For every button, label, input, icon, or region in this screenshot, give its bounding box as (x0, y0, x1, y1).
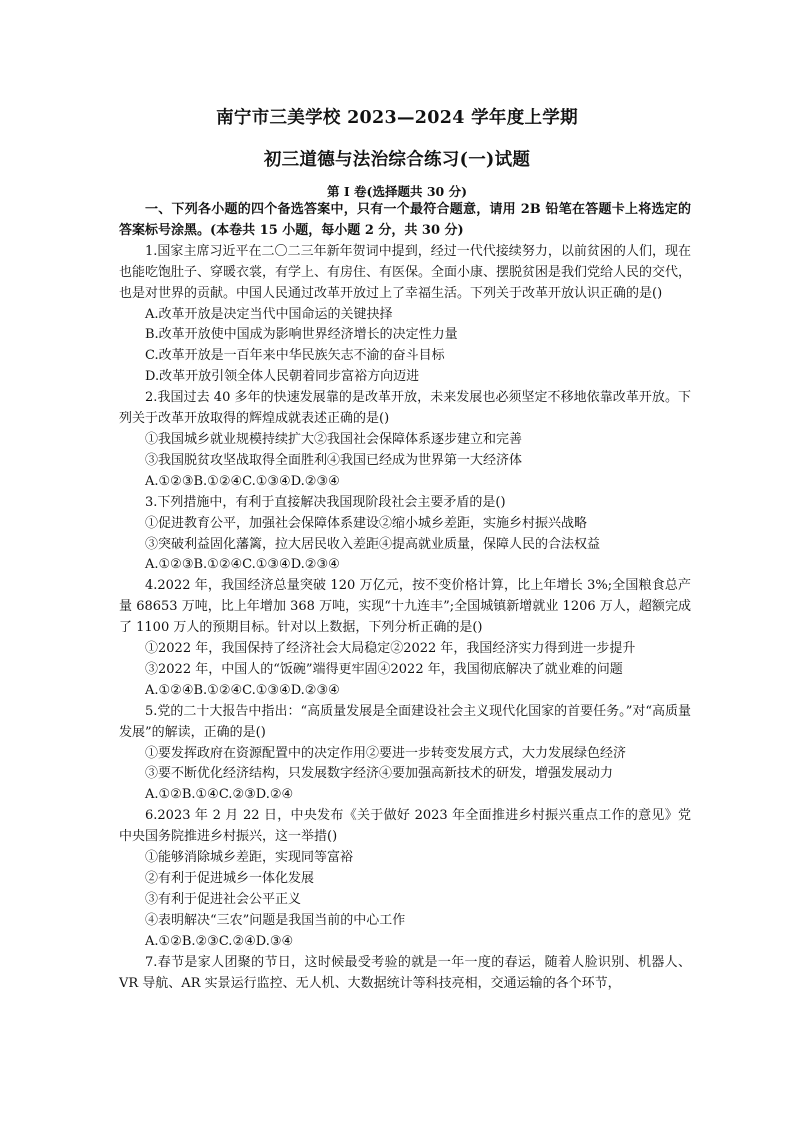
question-list (119, 242, 691, 995)
instructions: 一、下列各小题的四个备选答案中，只有一个最符合题意，请用 2B 铅笔在答题卡上将选定的答案标号涂黑。(本卷共 15 小题，每小题 2 分，共 30 分) (119, 202, 691, 238)
question-option-line: A.①②④B.①②④C.①③④D.②③④ (145, 682, 340, 698)
question-option-line: ③要不断优化经济结构，只发展数字经济④要加强高新技术的研发，增强发展动力 (145, 766, 614, 782)
question-stem: 6.2023 年 2 月 22 日，中央发布《关于做好 2023 年全面推进乡村振兴重点工作的意见》党中央国务院推进乡村振兴，这一举措() (119, 808, 691, 845)
question-option-line: C.改革开放是一百年来中华民族矢志不渝的奋斗目标 (145, 348, 445, 364)
question-option-line: ①2022 年，我国保持了经济社会大局稳定②2022 年，我国经济实力得到进一步提升 (145, 641, 636, 657)
exam-content (119, 200, 691, 994)
question-stem: 2.我国过去 40 多年的快速发展靠的是改革开放，未来发展也必须坚定不移地依靠改革开放。下列关于改革开放取得的辉煌成就表述正确的是() (119, 390, 691, 427)
question-option-line: A.①②③B.①②④C.①③④D.②③④ (145, 473, 340, 489)
question-6 (119, 806, 691, 952)
question-stem: 1.国家主席习近平在二〇二三年新年贺词中提到，经过一代代接续努力，以前贫困的人们，现在也能吃饱肚子、穿暖衣裳，有学上、有房住、有医保。全面小康、摆脱贫困是我们党给人民的交代，也是对世界的贡献。中国人民通过改革开放过上了幸福生活。下列关于改革开放认识正确的是() (119, 243, 692, 301)
exam-subtitle: 初三道德与法治综合练习(一)试题 (263, 150, 531, 170)
question-stem: 4.2022 年，我国经济总量突破 120 万亿元，按不变价格计算，比上年增长 3%;全国粮食总产量 68653 万吨，比上年增加 368 万吨，实现“十九连丰”;全国城镇新增就业 1206 万人，超额完成了 1100 万人的预期目标。针对以上数据，下列分析正确的是() (119, 578, 691, 636)
question-1 (119, 242, 691, 388)
question-stem: 7.春节是家人团聚的节日，这时候最受考验的就是一年一度的春运，随着人脸识别、机器人、VR 导航、AR 实景运行监控、无人机、大数据统计等科技亮相，交通运输的各个环节， (119, 954, 691, 991)
question-option-line: A.①②③B.①②④C.①③④D.②③④ (145, 557, 340, 573)
question-4 (119, 576, 691, 701)
question-stem: 3.下列措施中，有利于直接解决我国现阶段社会主要矛盾的是() (145, 494, 506, 510)
question-5 (119, 702, 691, 807)
question-2 (119, 388, 691, 493)
question-option-line: ①促进教育公平，加强社会保障体系建设②缩小城乡差距，实施乡村振兴战略 (145, 515, 588, 531)
question-option-line: ③2022 年，中国人的“饭碗”端得更牢固④2022 年，我国彻底解决了就业难的问题 (145, 661, 623, 677)
question-option-line: ③有利于促进社会公平正义 (145, 891, 302, 907)
question-option-line: ③我国脱贫攻坚战取得全面胜利④我国已经成为世界第一大经济体 (145, 452, 523, 468)
question-option-line: ①能够消除城乡差距，实现同等富裕 (145, 850, 354, 866)
question-option-line: ②有利于促进城乡一体化发展 (145, 871, 315, 886)
question-option-line: A.改革开放是决定当代中国命运的关键抉择 (145, 306, 393, 322)
question-option-line: A.①②B.①④C.②③D.②④ (145, 787, 294, 803)
question-stem: 5.党的二十大报告中指出：“高质量发展是全面建设社会主义现代化国家的首要任务。”对“高质量发展”的解读，正确的是() (119, 703, 691, 740)
question-option-line: ①要发挥政府在资源配置中的决定作用②要进一步转变发展方式，大力发展绿色经济 (145, 745, 627, 761)
question-option-line: B.改革开放使中国成为影响世界经济增长的决定性力量 (145, 327, 458, 343)
question-option-line: D.改革开放引领全体人民朝着同步富裕方向迈进 (145, 369, 420, 385)
question-option-line: ①我国城乡就业规模持续扩大②我国社会保障体系逐步建立和完善 (145, 431, 523, 447)
question-option-line: ③突破利益固化藩篱，拉大居民收入差距④提高就业质量，保障人民的合法权益 (145, 536, 601, 552)
exam-title: 南宁市三美学校 2023—2024 学年度上学期 (216, 108, 578, 128)
question-option-line: A.①②B.②③C.②④D.③④ (145, 933, 294, 949)
section-title: 第 I 卷(选择题共 30 分) (327, 184, 467, 199)
question-option-line: ④表明解决“三农”问题是我国当前的中心工作 (145, 912, 406, 928)
question-3 (119, 493, 691, 577)
question-7 (119, 953, 691, 995)
